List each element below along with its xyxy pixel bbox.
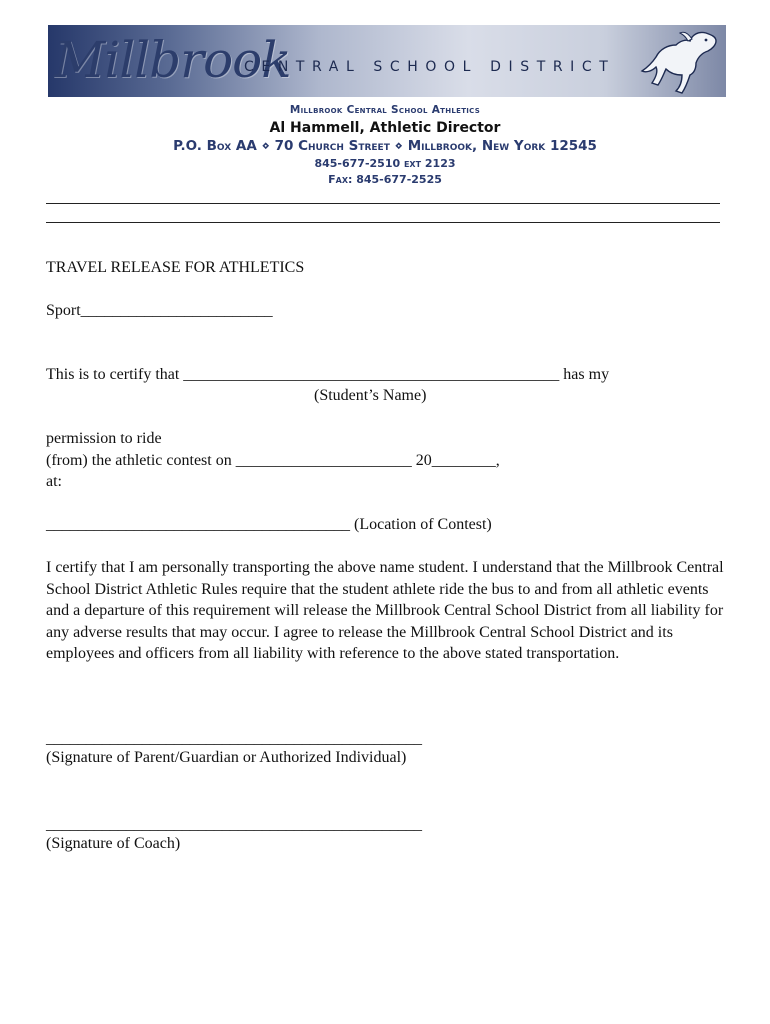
district-logo: Millbrook [54, 31, 291, 89]
contest-date-field[interactable]: (from) the athletic contest on ______________________ 20________, [46, 452, 500, 469]
athletics-org-name: Millbrook Central School Athletics [289, 104, 481, 116]
student-name-caption: (Student’s Name) [314, 387, 427, 404]
phone-number: 845-677-2510 ext 2123 [314, 157, 456, 170]
horse-icon [636, 27, 722, 95]
permission-label: permission to ride [46, 430, 162, 447]
header-divider-top [46, 203, 720, 204]
fax-number: Fax: 845-677-2525 [328, 173, 442, 186]
coach-signature-caption: (Signature of Coach) [46, 835, 181, 852]
certification-paragraph: I certify that I am personally transporting the above name student. I understand that the Millbrook Central School District Athletic Rules require that the student athlete ride the bus to and from all athletic events and a departure of this requirement will release the Millbrook Central School District from all liability for any adverse results that may occur. I agree to release the Millbrook Central School District and its employees and officers from all liability with reference to the above stated transportation. [46, 559, 724, 662]
header-divider-bottom [46, 222, 720, 223]
parent-signature-caption: (Signature of Parent/Guardian or Authorized Individual) [46, 749, 407, 766]
athletic-director: Al Hammell, Athletic Director [269, 120, 501, 136]
parent-signature-line[interactable]: _______________________________________________ [46, 730, 422, 747]
mailing-address: P.O. Box AA ⋄ 70 Church Street ⋄ Millbrook, New York 12545 [173, 138, 597, 154]
banner-tagline: CENTRAL SCHOOL DISTRICT [244, 59, 616, 75]
contest-location-field[interactable]: ______________________________________ (Location of Contest) [46, 516, 492, 533]
form-title: TRAVEL RELEASE FOR ATHLETICS [46, 259, 305, 276]
sport-field[interactable]: Sport________________________ [46, 302, 273, 319]
district-banner [48, 25, 726, 97]
coach-signature-line[interactable]: _______________________________________________ [46, 816, 422, 833]
student-name-field[interactable]: This is to certify that _______________________________________________ has my [46, 366, 610, 383]
at-label: at: [46, 473, 62, 490]
